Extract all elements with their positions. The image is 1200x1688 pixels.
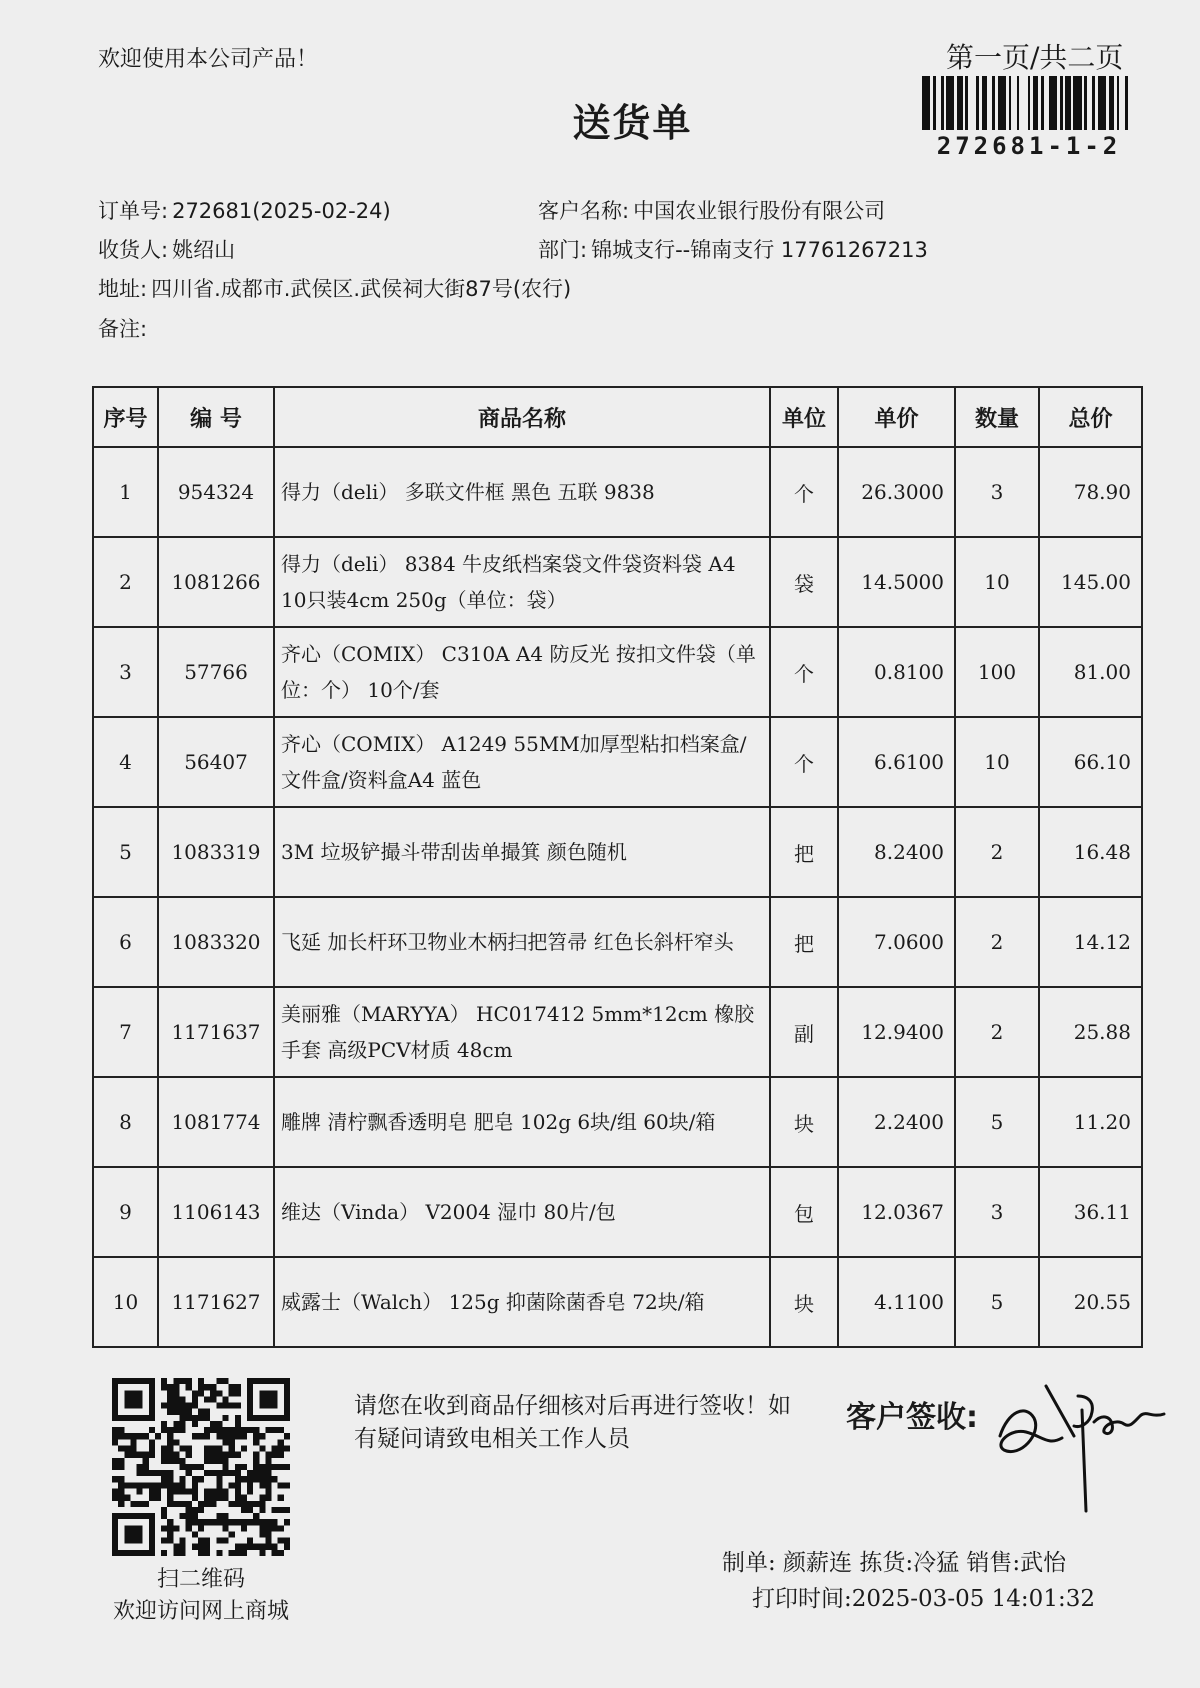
cell-seq: 10	[93, 1257, 158, 1347]
col-header-unit: 单位	[770, 387, 838, 447]
cell-qty: 10	[955, 537, 1039, 627]
col-header-total: 总价	[1039, 387, 1142, 447]
cell-code: 954324	[158, 447, 274, 537]
address-field	[98, 273, 571, 303]
department-label: 部门:	[538, 238, 588, 262]
cell-unit: 个	[770, 447, 838, 537]
cell-total: 14.12	[1039, 897, 1142, 987]
cell-total: 25.88	[1039, 987, 1142, 1077]
cell-qty: 2	[955, 987, 1039, 1077]
table-row	[93, 897, 1142, 987]
welcome-text: 欢迎使用本公司产品！	[98, 47, 319, 72]
cell-price: 14.5000	[838, 537, 955, 627]
cell-name: 齐心（COMIX） C310A A4 防反光 按扣文件袋（单位：个） 10个/套	[274, 627, 770, 717]
cell-seq: 8	[93, 1077, 158, 1167]
barcode-number: 272681-1-2	[936, 132, 1122, 160]
cell-total: 11.20	[1039, 1077, 1142, 1167]
cell-name: 雕牌 清柠飘香透明皂 肥皂 102g 6块/组 60块/箱	[274, 1077, 770, 1167]
cell-seq: 4	[93, 717, 158, 807]
customer-name-field	[538, 195, 885, 225]
address-value: 四川省.成都市.武侯区.武侯祠大街87号(农行)	[151, 277, 572, 301]
cell-name: 得力（deli） 多联文件框 黑色 五联 9838	[274, 447, 770, 537]
cell-qty: 100	[955, 627, 1039, 717]
cell-name: 3M 垃圾铲撮斗带刮齿单撮箕 颜色随机	[274, 807, 770, 897]
qr-code-image	[112, 1378, 290, 1556]
receipt-notice: 请您在收到商品仔细核对后再进行签收！如有疑问请致电相关工作人员	[354, 1393, 791, 1452]
table-row	[93, 447, 1142, 537]
cell-seq: 5	[93, 807, 158, 897]
cell-seq: 2	[93, 537, 158, 627]
address-label: 地址:	[98, 277, 148, 301]
cell-name: 威露士（Walch） 125g 抑菌除菌香皂 72块/箱	[274, 1257, 770, 1347]
table-row	[93, 1077, 1142, 1167]
remark-field	[98, 313, 151, 343]
cell-total: 66.10	[1039, 717, 1142, 807]
table-row	[93, 807, 1142, 897]
cell-unit: 包	[770, 1167, 838, 1257]
cell-code: 1106143	[158, 1167, 274, 1257]
department-value: 锦城支行--锦南支行 17761267213	[591, 238, 928, 262]
department-field	[538, 234, 928, 264]
cell-total: 16.48	[1039, 807, 1142, 897]
receiver-field	[98, 234, 235, 264]
cell-total: 78.90	[1039, 447, 1142, 537]
cell-code: 1081774	[158, 1077, 274, 1167]
cell-price: 6.6100	[838, 717, 955, 807]
col-header-code: 编 号	[158, 387, 274, 447]
col-header-price: 单价	[838, 387, 955, 447]
cell-price: 12.9400	[838, 987, 955, 1077]
cell-price: 2.2400	[838, 1077, 955, 1167]
cell-unit: 个	[770, 627, 838, 717]
cell-unit: 块	[770, 1077, 838, 1167]
cell-price: 8.2400	[838, 807, 955, 897]
cell-code: 56407	[158, 717, 274, 807]
page-indicator: 第一页/共二页	[946, 41, 1124, 74]
cell-code: 1171627	[158, 1257, 274, 1347]
table-header-row	[93, 387, 1142, 447]
cell-name: 维达（Vinda） V2004 湿巾 80片/包	[274, 1167, 770, 1257]
order-number-label: 订单号:	[98, 199, 169, 223]
cell-price: 12.0367	[838, 1167, 955, 1257]
cell-qty: 5	[955, 1077, 1039, 1167]
staff-info: 制单: 颜薪连 拣货:冷猛 销售:武怡	[722, 1550, 1067, 1576]
col-header-name: 商品名称	[274, 387, 770, 447]
table-row	[93, 987, 1142, 1077]
cell-qty: 3	[955, 1167, 1039, 1257]
qr-caption-scan: 扫二维码	[156, 1567, 245, 1592]
cell-qty: 10	[955, 717, 1039, 807]
cell-name: 飞延 加长杆环卫物业木柄扫把笤帚 红色长斜杆窄头	[274, 897, 770, 987]
cell-qty: 2	[955, 897, 1039, 987]
remark-label: 备注:	[98, 317, 148, 341]
handwritten-signature	[990, 1366, 1176, 1516]
cell-price: 4.1100	[838, 1257, 955, 1347]
col-header-qty: 数量	[955, 387, 1039, 447]
cell-code: 1083320	[158, 897, 274, 987]
col-header-seq: 序号	[93, 387, 158, 447]
table-row	[93, 1167, 1142, 1257]
cell-unit: 个	[770, 717, 838, 807]
receiver-label: 收货人:	[98, 238, 169, 262]
print-time: 打印时间:2025-03-05 14:01:32	[752, 1586, 1095, 1612]
cell-seq: 1	[93, 447, 158, 537]
items-table	[92, 386, 1143, 1348]
cell-code: 1081266	[158, 537, 274, 627]
cell-total: 145.00	[1039, 537, 1142, 627]
cell-unit: 副	[770, 987, 838, 1077]
customer-name-label: 客户名称:	[538, 199, 630, 223]
qr-caption-mall: 欢迎访问网上商城	[112, 1599, 289, 1624]
cell-price: 26.3000	[838, 447, 955, 537]
table-row	[93, 717, 1142, 807]
order-number-field	[98, 195, 391, 225]
cell-code: 1083319	[158, 807, 274, 897]
cell-unit: 把	[770, 807, 838, 897]
customer-name-value: 中国农业银行股份有限公司	[633, 199, 886, 223]
table-row	[93, 537, 1142, 627]
cell-unit: 把	[770, 897, 838, 987]
cell-price: 7.0600	[838, 897, 955, 987]
cell-unit: 袋	[770, 537, 838, 627]
cell-name: 齐心（COMIX） A1249 55MM加厚型粘扣档案盒/文件盒/资料盒A4 蓝色	[274, 717, 770, 807]
cell-code: 57766	[158, 627, 274, 717]
cell-name: 美丽雅（MARYYA） HC017412 5mm*12cm 橡胶手套 高级PCV材质 48cm	[274, 987, 770, 1077]
cell-qty: 2	[955, 807, 1039, 897]
cell-total: 20.55	[1039, 1257, 1142, 1347]
cell-seq: 9	[93, 1167, 158, 1257]
cell-qty: 3	[955, 447, 1039, 537]
cell-code: 1171637	[158, 987, 274, 1077]
cell-price: 0.8100	[838, 627, 955, 717]
customer-sign-label: 客户签收:	[846, 1400, 978, 1435]
cell-seq: 7	[93, 987, 158, 1077]
barcode-image	[922, 76, 1136, 130]
table-row	[93, 627, 1142, 717]
receiver-value: 姚绍山	[172, 238, 236, 262]
table-row	[93, 1257, 1142, 1347]
cell-seq: 6	[93, 897, 158, 987]
cell-seq: 3	[93, 627, 158, 717]
cell-unit: 块	[770, 1257, 838, 1347]
order-number-value: 272681(2025-02-24)	[172, 199, 391, 223]
cell-total: 36.11	[1039, 1167, 1142, 1257]
cell-total: 81.00	[1039, 627, 1142, 717]
document-title: 送货单	[572, 101, 693, 145]
cell-name: 得力（deli） 8384 牛皮纸档案袋文件袋资料袋 A4 10只装4cm 250g（单位：袋）	[274, 537, 770, 627]
cell-qty: 5	[955, 1257, 1039, 1347]
